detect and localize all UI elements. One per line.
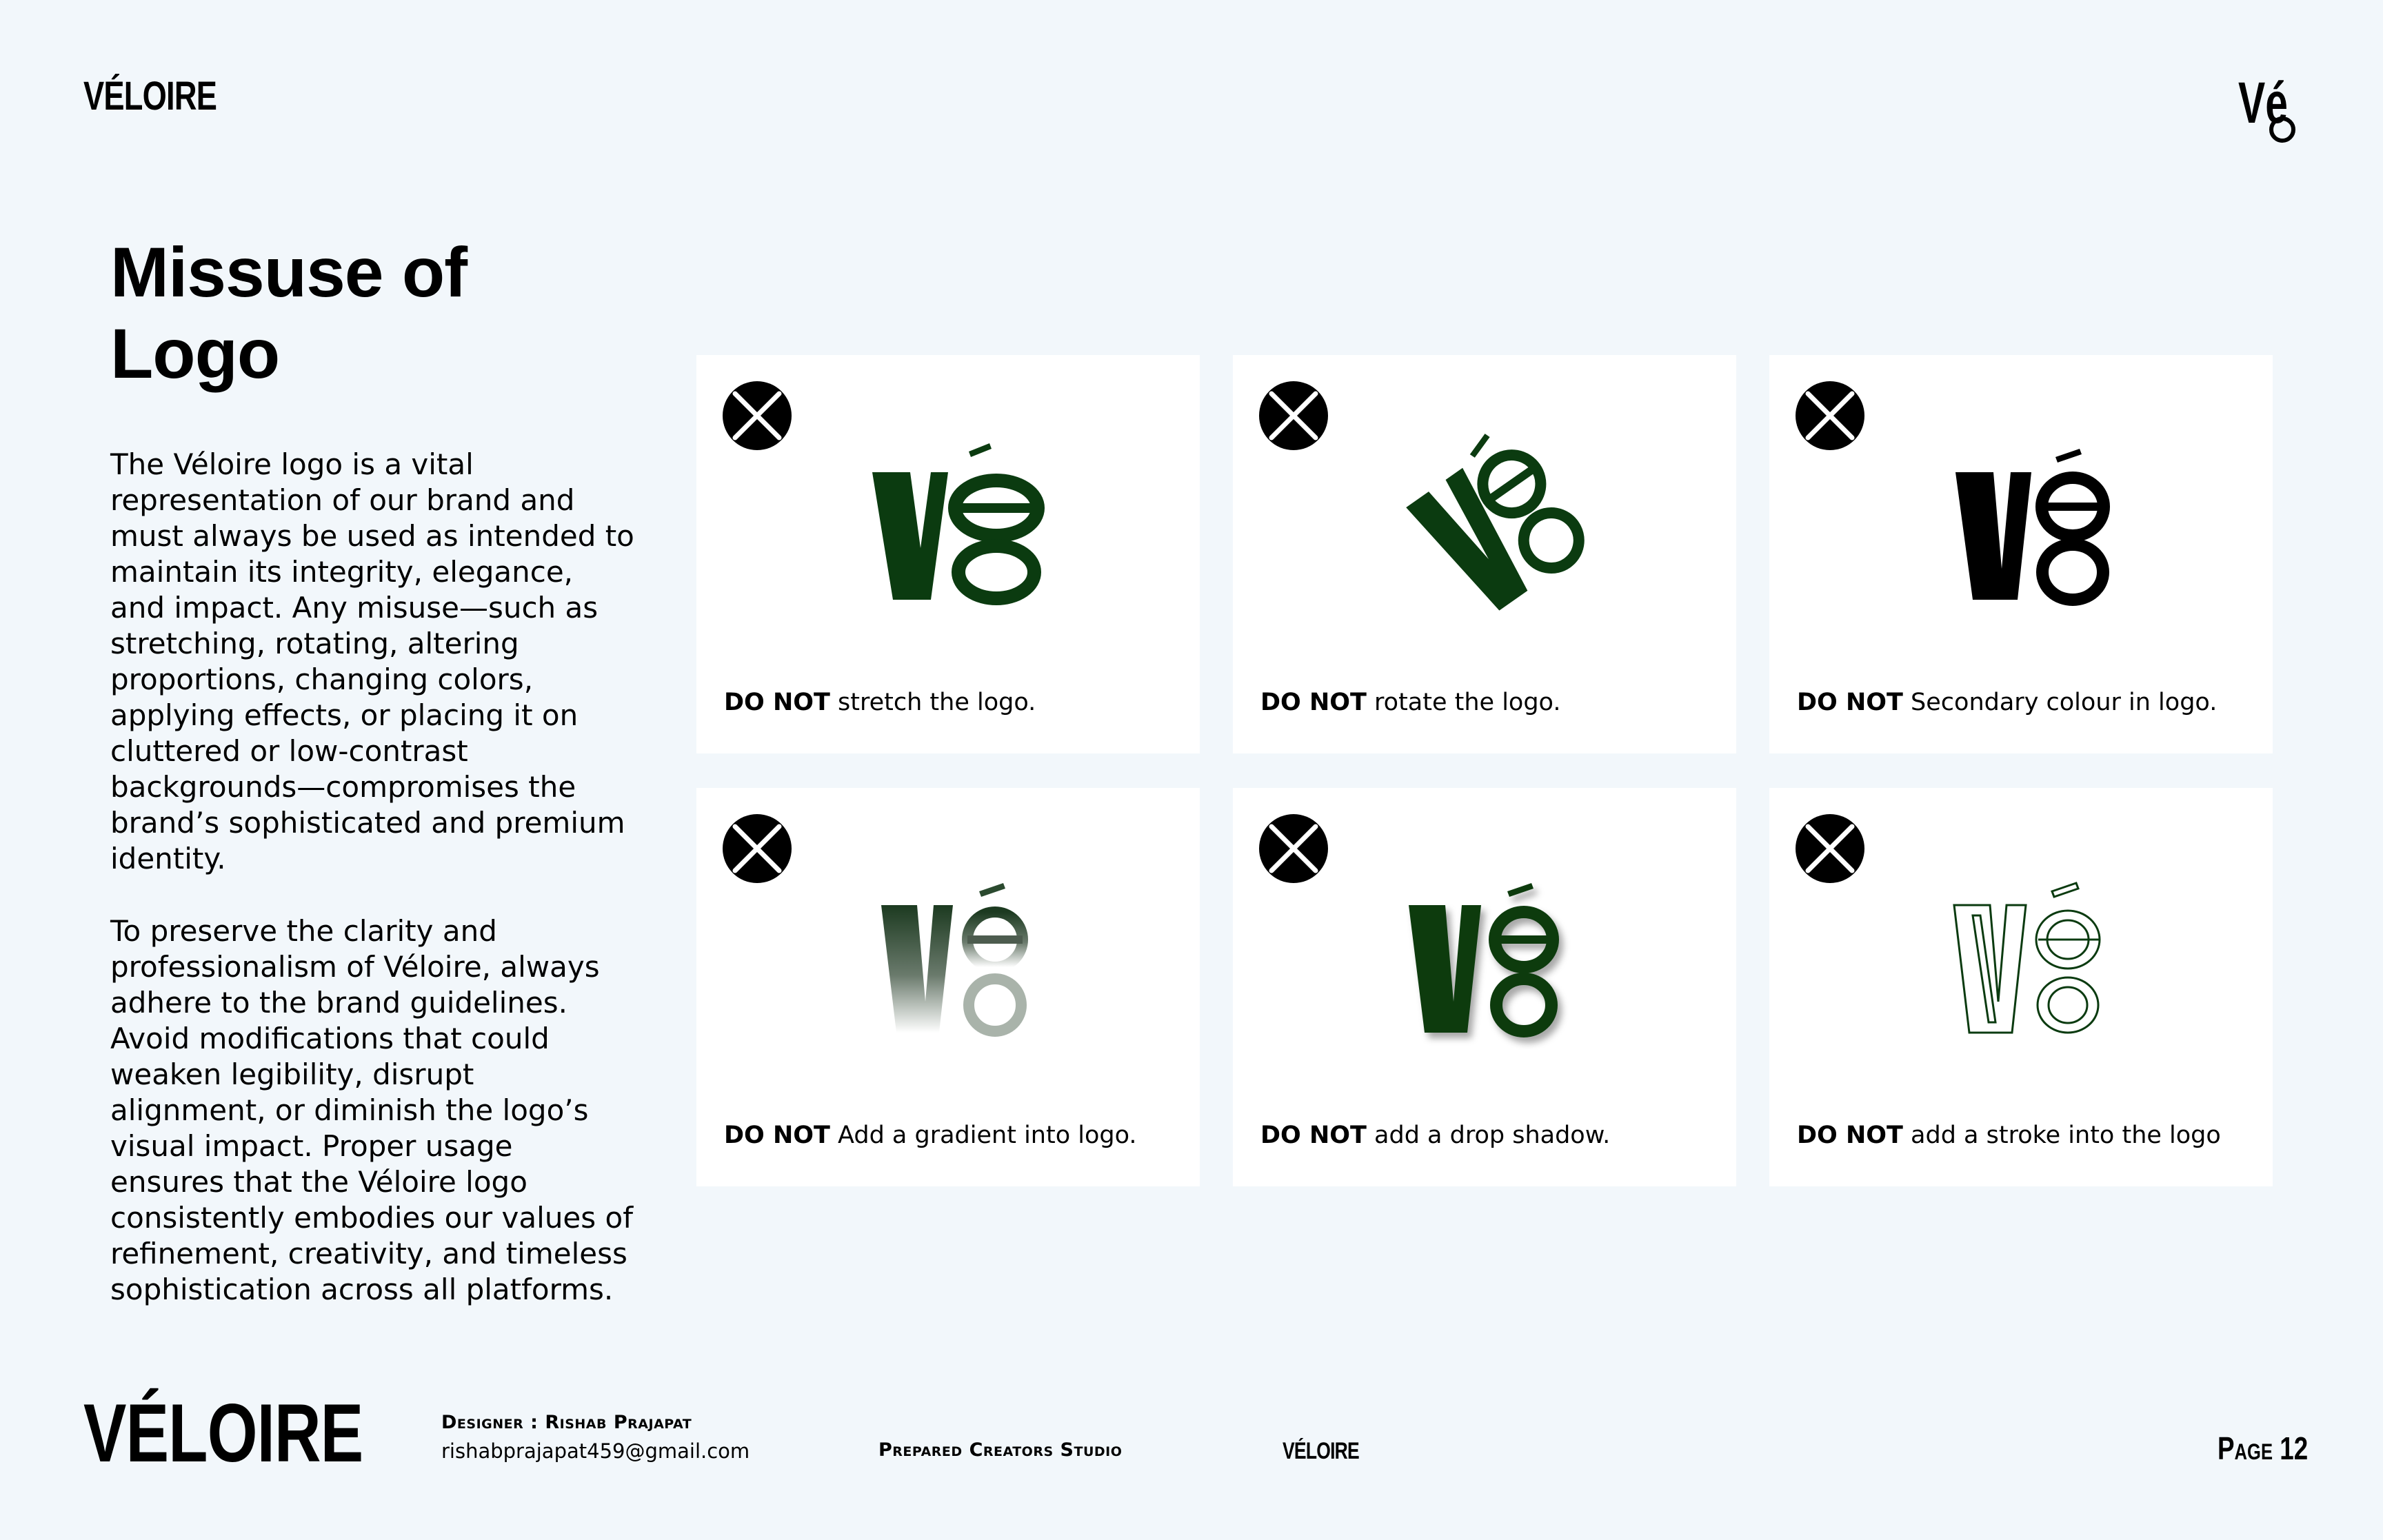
logo-stroke-icon [1907,864,2135,1050]
misuse-caption: DO NOT rotate the logo. [1260,689,1561,716]
designer-credit: Designer : Rishab Prajapat [441,1412,692,1433]
misuse-caption: DO NOT add a stroke into the logo [1797,1122,2221,1149]
misuse-card-stretch [696,355,1200,753]
intro-paragraph: The Véloire logo is a vital representation of our brand and must always be used as intended to maintain its integrity, elegance, and impact. Any misuse—such as stretching, rotating, altering proportions, changing colors, applying effects, or placing it on cluttered or low-contrast backgrounds—compromises the brand’s sophisticated and premium identity. [110,447,634,875]
misuse-caption: DO NOT Add a gradient into logo. [724,1122,1137,1149]
logo-rotated-icon [1371,431,1598,617]
monogram-v-letter: Vé [2238,77,2288,136]
misuse-caption: DO NOT stretch the logo. [724,689,1036,716]
misuse-card-secondary-colour [1769,355,2273,753]
page-title: Missuse of Logo [110,233,467,393]
misuse-caption: DO NOT add a drop shadow. [1260,1122,1611,1149]
misuse-card-drop-shadow [1233,788,1736,1186]
misuse-card-rotate [1233,355,1736,753]
header-brand-logo: VÉLOIRE [83,74,217,119]
x-mark-icon [1259,814,1328,883]
misuse-card-gradient [696,788,1200,1186]
studio-credit: Prepared Creators Studio [878,1439,1123,1461]
x-mark-icon [723,381,792,450]
x-mark-icon [723,814,792,883]
misuse-card-stroke [1769,788,2273,1186]
logo-gradient-icon [834,864,1062,1050]
logo-stretched-icon [834,431,1062,617]
logo-secondary-colour-icon [1907,431,2135,617]
x-mark-icon [1796,381,1864,450]
x-mark-icon [1259,381,1328,450]
footer-mini-logo: VÉLOIRE [1283,1438,1359,1464]
designer-email: rishabprajapat459@gmail.com [441,1439,750,1463]
misuse-caption: DO NOT Secondary colour in logo. [1797,689,2218,716]
logo-drop-shadow-icon [1371,864,1598,1050]
page-number: Page 12 [2218,1430,2309,1466]
footer-brand-logo: VÉLOIRE [83,1387,363,1479]
monogram-logo-icon [2238,77,2300,143]
guidance-paragraph: To preserve the clarity and professionalism of Véloire, always adhere to the brand guidelines. Avoid modifications that could weaken legibility, disrupt alignment, or diminish the logo’s visual impact. Proper usage ensures that the Véloire logo consistently embodies our values of refinement, creativity, and timeless sophistication across all platforms. [110,914,633,1306]
x-mark-icon [1796,814,1864,883]
